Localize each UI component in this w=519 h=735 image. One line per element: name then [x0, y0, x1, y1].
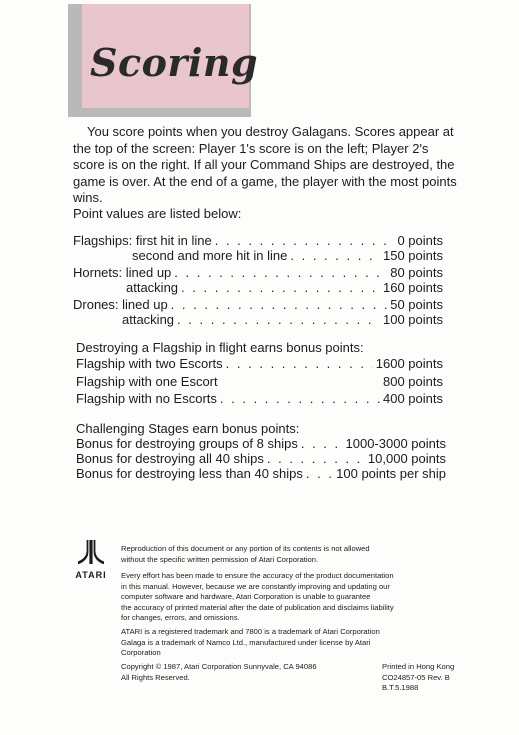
dot-leader — [226, 356, 373, 371]
dot-leader — [181, 280, 380, 295]
bonus-label: Bonus for destroying less than 40 ships — [76, 466, 303, 481]
intro-paragraph: You score points when you destroy Galagans. Scores appear at the top of the screen: Player 1's score is on the left; Player 2's score is on the right. If all your Command Ships are destroyed, the game is over. At the end of a game, the player with the most points wins. — [73, 124, 457, 206]
atari-logo — [74, 540, 108, 580]
dot-leader — [301, 436, 343, 451]
flagship-bonus-row — [76, 391, 443, 406]
flagship-bonus-row — [76, 374, 443, 389]
atari-logo-label: ATARI — [75, 570, 107, 580]
print-info-line: CO24857-05 Rev. B — [382, 672, 450, 682]
bonus-label: Flagship with no Escorts — [76, 391, 217, 406]
reproduction-notice-line: without the specific written permission of Atari Corporation. — [121, 554, 319, 564]
dot-leader — [267, 451, 365, 466]
point-value-row — [122, 312, 443, 327]
challenging-bonus-row — [76, 466, 446, 481]
dot-leader — [171, 297, 388, 312]
point-value-amount: 150 points — [383, 248, 443, 263]
bonus-amount: 800 points — [383, 374, 443, 389]
bonus-amount: 1000-3000 points — [345, 436, 446, 451]
point-value-label: Hornets: lined up — [73, 265, 172, 280]
point-value-amount: 160 points — [383, 280, 443, 295]
accuracy-disclaimer-line: in this manual. However, because we are constantly improving and updating our — [121, 581, 390, 591]
point-value-row — [132, 248, 443, 263]
challenging-bonus-row — [76, 436, 446, 451]
point-value-label: Flagships: first hit in line — [73, 233, 212, 248]
trademark-notice-line: Galaga is a trademark of Namco Ltd., manufactured under license by Atari — [121, 637, 371, 647]
copyright-notice — [121, 662, 317, 683]
print-info — [382, 662, 454, 694]
flagship-bonus-heading: Destroying a Flagship in flight earns bonus points: — [76, 340, 364, 355]
accuracy-disclaimer-line: the accuracy of printed material after the date of publication and disclaims liability — [121, 602, 394, 612]
reproduction-notice — [121, 544, 370, 565]
accuracy-disclaimer — [121, 571, 394, 624]
point-value-amount: 100 points — [383, 312, 443, 327]
trademark-notice-line: ATARI is a registered trademark and 7800 is a trademark of Atari Corporation — [121, 627, 380, 636]
accuracy-disclaimer-line: Every effort has been made to ensure the accuracy of the product documentation — [121, 571, 394, 580]
point-value-amount: 80 points — [390, 265, 443, 280]
point-value-amount: 50 points — [390, 297, 443, 312]
bonus-amount: 400 points — [383, 391, 443, 406]
challenging-bonus-row — [76, 451, 446, 466]
dot-leader — [215, 233, 395, 248]
dot-leader — [290, 248, 380, 263]
atari-fuji-logo-icon — [78, 540, 104, 564]
dot-leader — [174, 265, 387, 280]
bonus-amount: 10,000 points — [367, 451, 446, 466]
trademark-notice — [121, 627, 380, 659]
print-info-line: B.T.5.1988 — [382, 683, 419, 693]
point-value-row — [73, 265, 443, 280]
reproduction-notice-line: Reproduction of this document or any portion of its contents is not allowed — [121, 544, 370, 553]
challenging-bonus-heading: Challenging Stages earn bonus points: — [76, 421, 300, 436]
point-value-amount: 0 points — [397, 233, 443, 248]
flagship-bonus-row — [76, 356, 443, 371]
point-value-row — [126, 280, 443, 295]
bonus-label: Flagship with two Escorts — [76, 356, 223, 371]
point-value-label: attacking — [126, 280, 179, 295]
bonus-amount: 100 points per ship — [336, 466, 446, 481]
dot-leader — [177, 312, 380, 327]
point-value-label: second and more hit in line — [132, 248, 288, 263]
point-value-row — [73, 297, 443, 312]
accuracy-disclaimer-line: computer software and hardware, Atari Corporation is unable to guarantee — [121, 592, 371, 602]
page-title: Scoring — [90, 40, 259, 85]
dot-leader — [220, 391, 380, 406]
dot-leader — [306, 466, 333, 481]
print-info-line: Printed in Hong Kong — [382, 662, 455, 671]
point-value-label: attacking — [122, 312, 175, 327]
copyright-line: All Rights Reserved. — [121, 672, 190, 682]
point-value-row — [73, 233, 443, 248]
copyright-line: Copyright © 1987, Atari Corporation Sunnyvale, CA 94086 — [121, 662, 317, 671]
trademark-notice-line: Corporation — [121, 648, 161, 658]
bonus-amount: 1600 points — [375, 356, 443, 371]
bonus-label: Bonus for destroying all 40 ships — [76, 451, 264, 466]
accuracy-disclaimer-line: for changes, errors, and omissions. — [121, 613, 240, 623]
point-value-label: Drones: lined up — [73, 297, 168, 312]
bonus-label: Flagship with one Escort — [76, 374, 218, 389]
point-values-heading: Point values are listed below: — [73, 206, 242, 221]
bonus-label: Bonus for destroying groups of 8 ships — [76, 436, 298, 451]
